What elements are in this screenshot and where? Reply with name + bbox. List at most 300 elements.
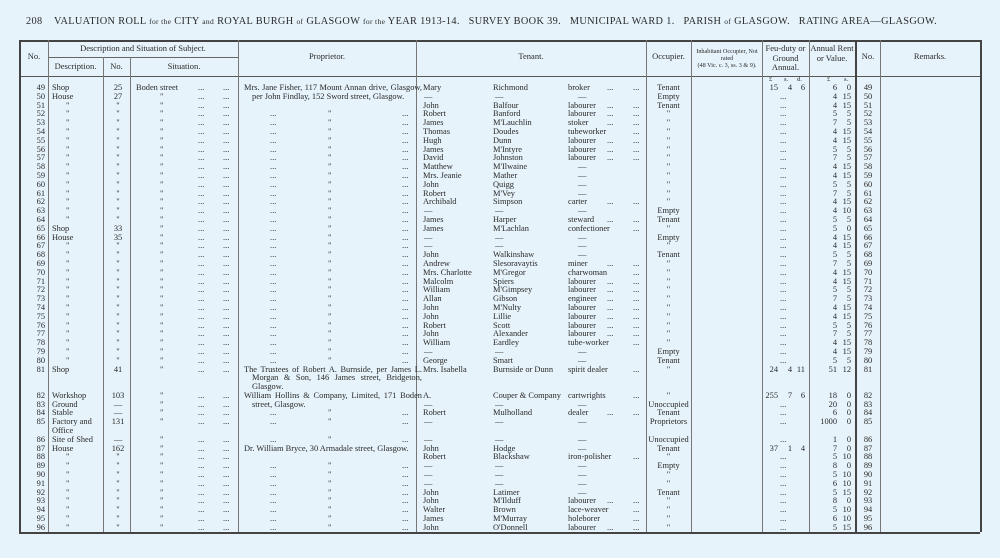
street-number: " [116, 320, 120, 330]
street-number: 41 [113, 364, 123, 374]
dots: ... [633, 153, 640, 163]
occupier: " [666, 109, 671, 119]
tenant-occupation: — [578, 232, 587, 242]
dots: ... [780, 267, 787, 277]
entry-number: 60 [36, 179, 45, 189]
entry-number-right: 91 [863, 478, 873, 488]
proprietor-ditto: " [328, 505, 332, 515]
dots: ... [780, 461, 787, 471]
page-number: 208 [26, 16, 43, 27]
rent-pounds: 4 [832, 162, 837, 172]
proprietor-ditto: " [328, 170, 332, 180]
entry-number-right: 66 [863, 232, 873, 242]
tenant-forename: John [423, 302, 439, 312]
dots: ... [223, 153, 230, 163]
header-inhabitant-act: (48 Vic. c. 3, ss. 3 & 9). [697, 62, 757, 69]
dots: ... [270, 496, 277, 506]
dots: ... [780, 470, 787, 480]
dots: ... [780, 91, 787, 101]
occupier: " [666, 126, 671, 136]
rent-pounds: 6 [832, 408, 837, 418]
dots: ... [270, 522, 277, 532]
entry-number: 83 [36, 399, 45, 409]
situation: " [160, 294, 164, 304]
rent-pounds: 6 [832, 514, 837, 524]
description: " [66, 144, 70, 154]
table-row [0, 418, 1000, 436]
proprietor-ditto: " [328, 285, 332, 295]
entry-number: 57 [36, 153, 45, 163]
rent-pounds: 7 [832, 443, 837, 453]
tenant-surname: Smart [493, 355, 514, 365]
dots: ... [607, 214, 614, 224]
entry-number-right: 79 [863, 346, 873, 356]
dots: ... [223, 434, 230, 444]
tenant-forename: Robert [423, 408, 446, 418]
dots: ... [198, 338, 205, 348]
dots: ... [223, 206, 230, 216]
situation: " [160, 206, 164, 216]
tenant-surname: Mather [493, 170, 518, 180]
dots: ... [633, 294, 640, 304]
tenant-occupation: — [578, 188, 587, 198]
entry-number-right: 67 [863, 241, 873, 251]
entry-number-right: 96 [863, 522, 873, 532]
dots: ... [633, 197, 640, 207]
dots: ... [270, 346, 277, 356]
situation: " [160, 100, 164, 110]
proprietor-ditto: " [328, 294, 332, 304]
dots: ... [633, 329, 640, 339]
entry-number: 67 [36, 241, 45, 251]
occupier: Tenant [657, 250, 680, 260]
dots: ... [270, 478, 277, 488]
dots: ... [633, 83, 640, 92]
occupier: " [666, 311, 671, 321]
dots: ... [633, 311, 640, 321]
tenant-surname: Eardley [493, 338, 520, 348]
dots: ... [223, 390, 230, 400]
street-number: " [116, 135, 120, 145]
tenant-surname: M'Lauchlin [493, 118, 532, 128]
dots: ... [223, 126, 230, 136]
street-number: — [113, 399, 123, 409]
rent-pounds: 51 [828, 364, 837, 374]
description: House [52, 232, 74, 242]
situation: " [160, 153, 164, 163]
proprietor-ditto: " [328, 320, 332, 330]
street-number: " [116, 285, 120, 295]
entry-number: 61 [36, 188, 45, 198]
dots: ... [198, 109, 205, 119]
proprietor-ditto: " [328, 232, 332, 242]
occupier: " [666, 162, 671, 172]
entry-number-right: 88 [863, 452, 873, 462]
dots: ... [780, 329, 787, 339]
dots: ... [270, 505, 277, 515]
street-number: " [116, 461, 120, 471]
dots: ... [223, 135, 230, 145]
tenant-occupation: — [578, 162, 587, 172]
dots: ... [780, 179, 787, 189]
entry-number: 59 [36, 170, 45, 180]
dots: ... [223, 267, 230, 277]
description: " [66, 329, 70, 339]
proprietor-ditto: " [328, 487, 332, 497]
dots: ... [223, 478, 230, 488]
street-number: " [116, 267, 120, 277]
entry-number-right: 87 [863, 443, 873, 453]
rent-pounds: 1000 [820, 417, 837, 427]
occupier: " [666, 302, 671, 312]
description: " [66, 452, 70, 462]
dots: ... [402, 294, 409, 304]
proprietor-ditto: " [328, 496, 332, 506]
rent-shillings: 15 [842, 338, 851, 348]
rent-shillings: 5 [846, 250, 851, 260]
street-number: " [116, 126, 120, 136]
tenant-occupation: steward [568, 214, 595, 224]
entry-number-right: 89 [863, 461, 873, 471]
street-number: " [116, 276, 120, 286]
entry-number-right: 50 [863, 91, 873, 101]
tenant-surname: M'Murray [493, 514, 528, 524]
dots: ... [198, 250, 205, 260]
rent-shillings: 5 [846, 118, 851, 128]
dots: ... [402, 250, 409, 260]
dots: ... [198, 285, 205, 295]
street-number: " [116, 355, 120, 365]
dots: ... [198, 135, 205, 145]
occupier: " [666, 478, 671, 488]
dots: ... [270, 320, 277, 330]
situation: " [160, 258, 164, 268]
description: " [66, 276, 70, 286]
tenant-forename: Mrs. Charlotte [423, 267, 472, 277]
tenant-occupation: labourer [568, 109, 596, 119]
rent-pounds: 4 [832, 135, 837, 145]
dots: ... [270, 153, 277, 163]
title-part: GLASGOW. [734, 16, 791, 27]
title-part: of [724, 17, 732, 26]
tenant-occupation: carter [568, 197, 588, 207]
feu-pounds: 37 [769, 443, 778, 453]
proprietor-ditto: " [328, 478, 332, 488]
rent-shillings: 5 [846, 188, 851, 198]
proprietor-ditto: " [328, 214, 332, 224]
dots: ... [223, 355, 230, 365]
rating-area: RATING AREA—GLASGOW. [798, 16, 937, 27]
tenant-forename: — [424, 91, 433, 101]
entry-number: 87 [36, 443, 45, 453]
dots: ... [270, 250, 277, 260]
tenant-occupation: labourer [568, 276, 596, 286]
tenant-surname: M'Intyre [493, 144, 522, 154]
dots: ... [402, 109, 409, 119]
entry-number: 96 [36, 522, 45, 532]
entry-number: 64 [36, 214, 45, 224]
occupier: Unoccupied [648, 434, 689, 444]
tenant-surname: Dunn [493, 135, 512, 145]
dots: ... [223, 214, 230, 224]
proprietor-ditto: " [328, 417, 332, 427]
proprietor: Dr. William Bryce, 30 Armadale street, Glasgow. [244, 443, 409, 453]
description: Shop [52, 364, 70, 374]
description: " [66, 478, 70, 488]
situation: " [160, 162, 164, 172]
tenant-occupation: — [578, 434, 587, 444]
situation: " [160, 170, 164, 180]
dots: ... [607, 258, 614, 268]
rent-shillings: 5 [846, 285, 851, 295]
entry-number-right: 84 [863, 408, 873, 418]
dots: ... [402, 162, 409, 172]
proprietor-ditto: " [328, 162, 332, 172]
title-part: PARISH [683, 16, 722, 27]
description: House [52, 443, 74, 453]
occupier: Empty [657, 346, 680, 356]
dots: ... [607, 135, 614, 145]
situation: " [160, 496, 164, 506]
entry-number-right: 71 [863, 276, 873, 286]
dots: ... [198, 311, 205, 321]
dots: ... [198, 206, 205, 216]
dots: ... [402, 417, 409, 427]
occupier: " [666, 144, 671, 154]
rent-shillings: 15 [842, 276, 851, 286]
street-number: " [116, 302, 120, 312]
entry-number-right: 78 [863, 338, 873, 348]
description: " [66, 461, 70, 471]
description: " [66, 505, 70, 515]
dots: ... [607, 100, 614, 110]
tenant-surname: M'Ilwaine [493, 162, 528, 172]
dots: ... [633, 522, 640, 532]
tenant-surname: Simpson [493, 197, 523, 207]
dots: ... [223, 276, 230, 286]
situation: " [160, 470, 164, 480]
dots: ... [780, 135, 787, 145]
dots: ... [633, 144, 640, 154]
rent-pounds: 7 [832, 258, 837, 268]
tenant-forename: — [424, 434, 433, 444]
dots: ... [270, 311, 277, 321]
dots: ... [198, 126, 205, 136]
entry-number-right: 85 [863, 417, 873, 427]
proprietor-ditto: " [328, 338, 332, 348]
rent-shillings: 15 [842, 241, 851, 251]
entry-number: 66 [36, 232, 45, 242]
description: " [66, 302, 70, 312]
rent-pounds: 4 [832, 302, 837, 312]
description: " [66, 267, 70, 277]
street-number: " [116, 496, 120, 506]
dots: ... [223, 302, 230, 312]
dots: ... [270, 118, 277, 128]
dots: ... [270, 258, 277, 268]
proprietor-ditto: " [328, 109, 332, 119]
tenant-forename: John [423, 487, 439, 497]
rent-pounds: 5 [832, 470, 837, 480]
entry-number: 53 [36, 118, 45, 128]
rent-shillings: 15 [842, 162, 851, 172]
rent-shillings: 15 [842, 311, 851, 321]
proprietor-ditto: " [328, 408, 332, 418]
dots: ... [198, 276, 205, 286]
street-number: " [116, 188, 120, 198]
title-part: for the [363, 17, 386, 26]
street-number: " [116, 258, 120, 268]
entry-number-right: 86 [863, 434, 873, 444]
tenant-forename: Thomas [423, 126, 450, 136]
header-annual-rent: Annual Rent or Value. [810, 43, 854, 63]
situation: " [160, 179, 164, 189]
occupier: " [666, 320, 671, 330]
tenant-surname: Latimer [493, 487, 520, 497]
dots: ... [270, 188, 277, 198]
occupier: Tenant [657, 83, 680, 92]
header-proprietor: Proprietor. [308, 51, 346, 61]
tenant-surname: M'Gimpsey [493, 285, 533, 295]
entry-number-right: 59 [863, 170, 873, 180]
dots: ... [633, 408, 640, 418]
tenant-surname: — [495, 241, 504, 251]
dots: ... [270, 302, 277, 312]
occupier: " [666, 364, 671, 374]
street-number: " [116, 294, 120, 304]
description: " [66, 197, 70, 207]
tenant-surname: Doudes [493, 126, 519, 136]
dots: ... [607, 118, 614, 128]
tenant-occupation: — [578, 461, 587, 471]
dots: ... [780, 118, 787, 128]
description: " [66, 496, 70, 506]
dots: ... [607, 294, 614, 304]
dots: ... [402, 496, 409, 506]
dots: ... [198, 83, 205, 92]
dots: ... [402, 346, 409, 356]
tenant-occupation: labourer [568, 153, 596, 163]
tenant-occupation: — [578, 478, 587, 488]
tenant-surname: M'Gregor [493, 267, 526, 277]
feu-shilling-label: s. [784, 76, 789, 83]
dots: ... [223, 179, 230, 189]
dots: ... [198, 294, 205, 304]
dots: ... [270, 267, 277, 277]
dots: ... [633, 338, 640, 348]
tenant-surname: Quigg [493, 179, 514, 189]
dots: ... [223, 258, 230, 268]
dots: ... [223, 285, 230, 295]
dots: ... [402, 258, 409, 268]
dots: ... [402, 118, 409, 128]
dots: ... [633, 267, 640, 277]
dots: ... [780, 188, 787, 198]
rent-pounds: 5 [832, 144, 837, 154]
situation: " [160, 346, 164, 356]
occupier: " [666, 153, 671, 163]
proprietor-ditto: " [328, 241, 332, 251]
tenant-surname: M'Vey [493, 188, 515, 198]
street-number: " [116, 179, 120, 189]
rent-pounds: 4 [832, 91, 837, 101]
street-number: " [116, 214, 120, 224]
rent-pounds: 5 [832, 109, 837, 119]
dots: ... [402, 302, 409, 312]
situation: " [160, 364, 164, 374]
rent-shillings: 5 [846, 320, 851, 330]
header-divider [48, 57, 238, 58]
occupier: " [666, 258, 671, 268]
tenant-occupation: labourer [568, 100, 596, 110]
street-number: " [116, 487, 120, 497]
header-no-right: No. [861, 51, 875, 61]
street-number: 131 [111, 417, 125, 427]
dots: ... [402, 232, 409, 242]
rent-shillings: 0 [846, 417, 851, 427]
dots: ... [780, 302, 787, 312]
description: Stable [52, 408, 73, 418]
title-part: for the [149, 17, 172, 26]
entry-number: 79 [36, 346, 45, 356]
entry-number-right: 82 [863, 390, 873, 400]
rent-shillings: 15 [842, 487, 851, 497]
dots: ... [633, 223, 640, 233]
rent-pounds: 5 [832, 179, 837, 189]
tenant-surname: Balfour [493, 100, 519, 110]
description: House [52, 91, 74, 101]
dots: ... [198, 408, 205, 418]
tenant-occupation: — [578, 170, 587, 180]
dots: ... [402, 329, 409, 339]
entry-number-right: 60 [863, 179, 873, 189]
entry-number: 89 [36, 461, 45, 471]
dots: ... [223, 162, 230, 172]
situation: " [160, 197, 164, 207]
situation: " [160, 478, 164, 488]
dots: ... [607, 522, 614, 532]
entry-number: 63 [36, 206, 45, 216]
entry-number: 74 [36, 302, 45, 312]
occupier: " [666, 223, 671, 233]
tenant-forename: Malcolm [423, 276, 454, 286]
dots: ... [633, 276, 640, 286]
dots: ... [402, 276, 409, 286]
description: " [66, 258, 70, 268]
street-number: — [113, 434, 123, 444]
proprietor: Mrs. Jane Fisher, 117 Mount Annan drive, Glasgow, per John Findlay, 152 Sword street, Glasgow. [244, 83, 422, 101]
header-description: Description. [54, 61, 97, 71]
tenant-occupation: — [578, 443, 587, 453]
header-number: No. [110, 61, 123, 71]
dots: ... [198, 232, 205, 242]
occupier: " [666, 179, 671, 189]
dots: ... [223, 461, 230, 471]
dots: ... [402, 126, 409, 136]
occupier: " [666, 197, 671, 207]
dots: ... [633, 496, 640, 506]
occupier: " [666, 514, 671, 524]
entry-number: 71 [36, 276, 45, 286]
dots: ... [223, 514, 230, 524]
street-number: " [116, 118, 120, 128]
dots: ... [607, 109, 614, 119]
description: Shop [52, 83, 70, 92]
dots: ... [223, 294, 230, 304]
dots: ... [402, 470, 409, 480]
dots: ... [402, 478, 409, 488]
tenant-forename: — [424, 417, 433, 427]
